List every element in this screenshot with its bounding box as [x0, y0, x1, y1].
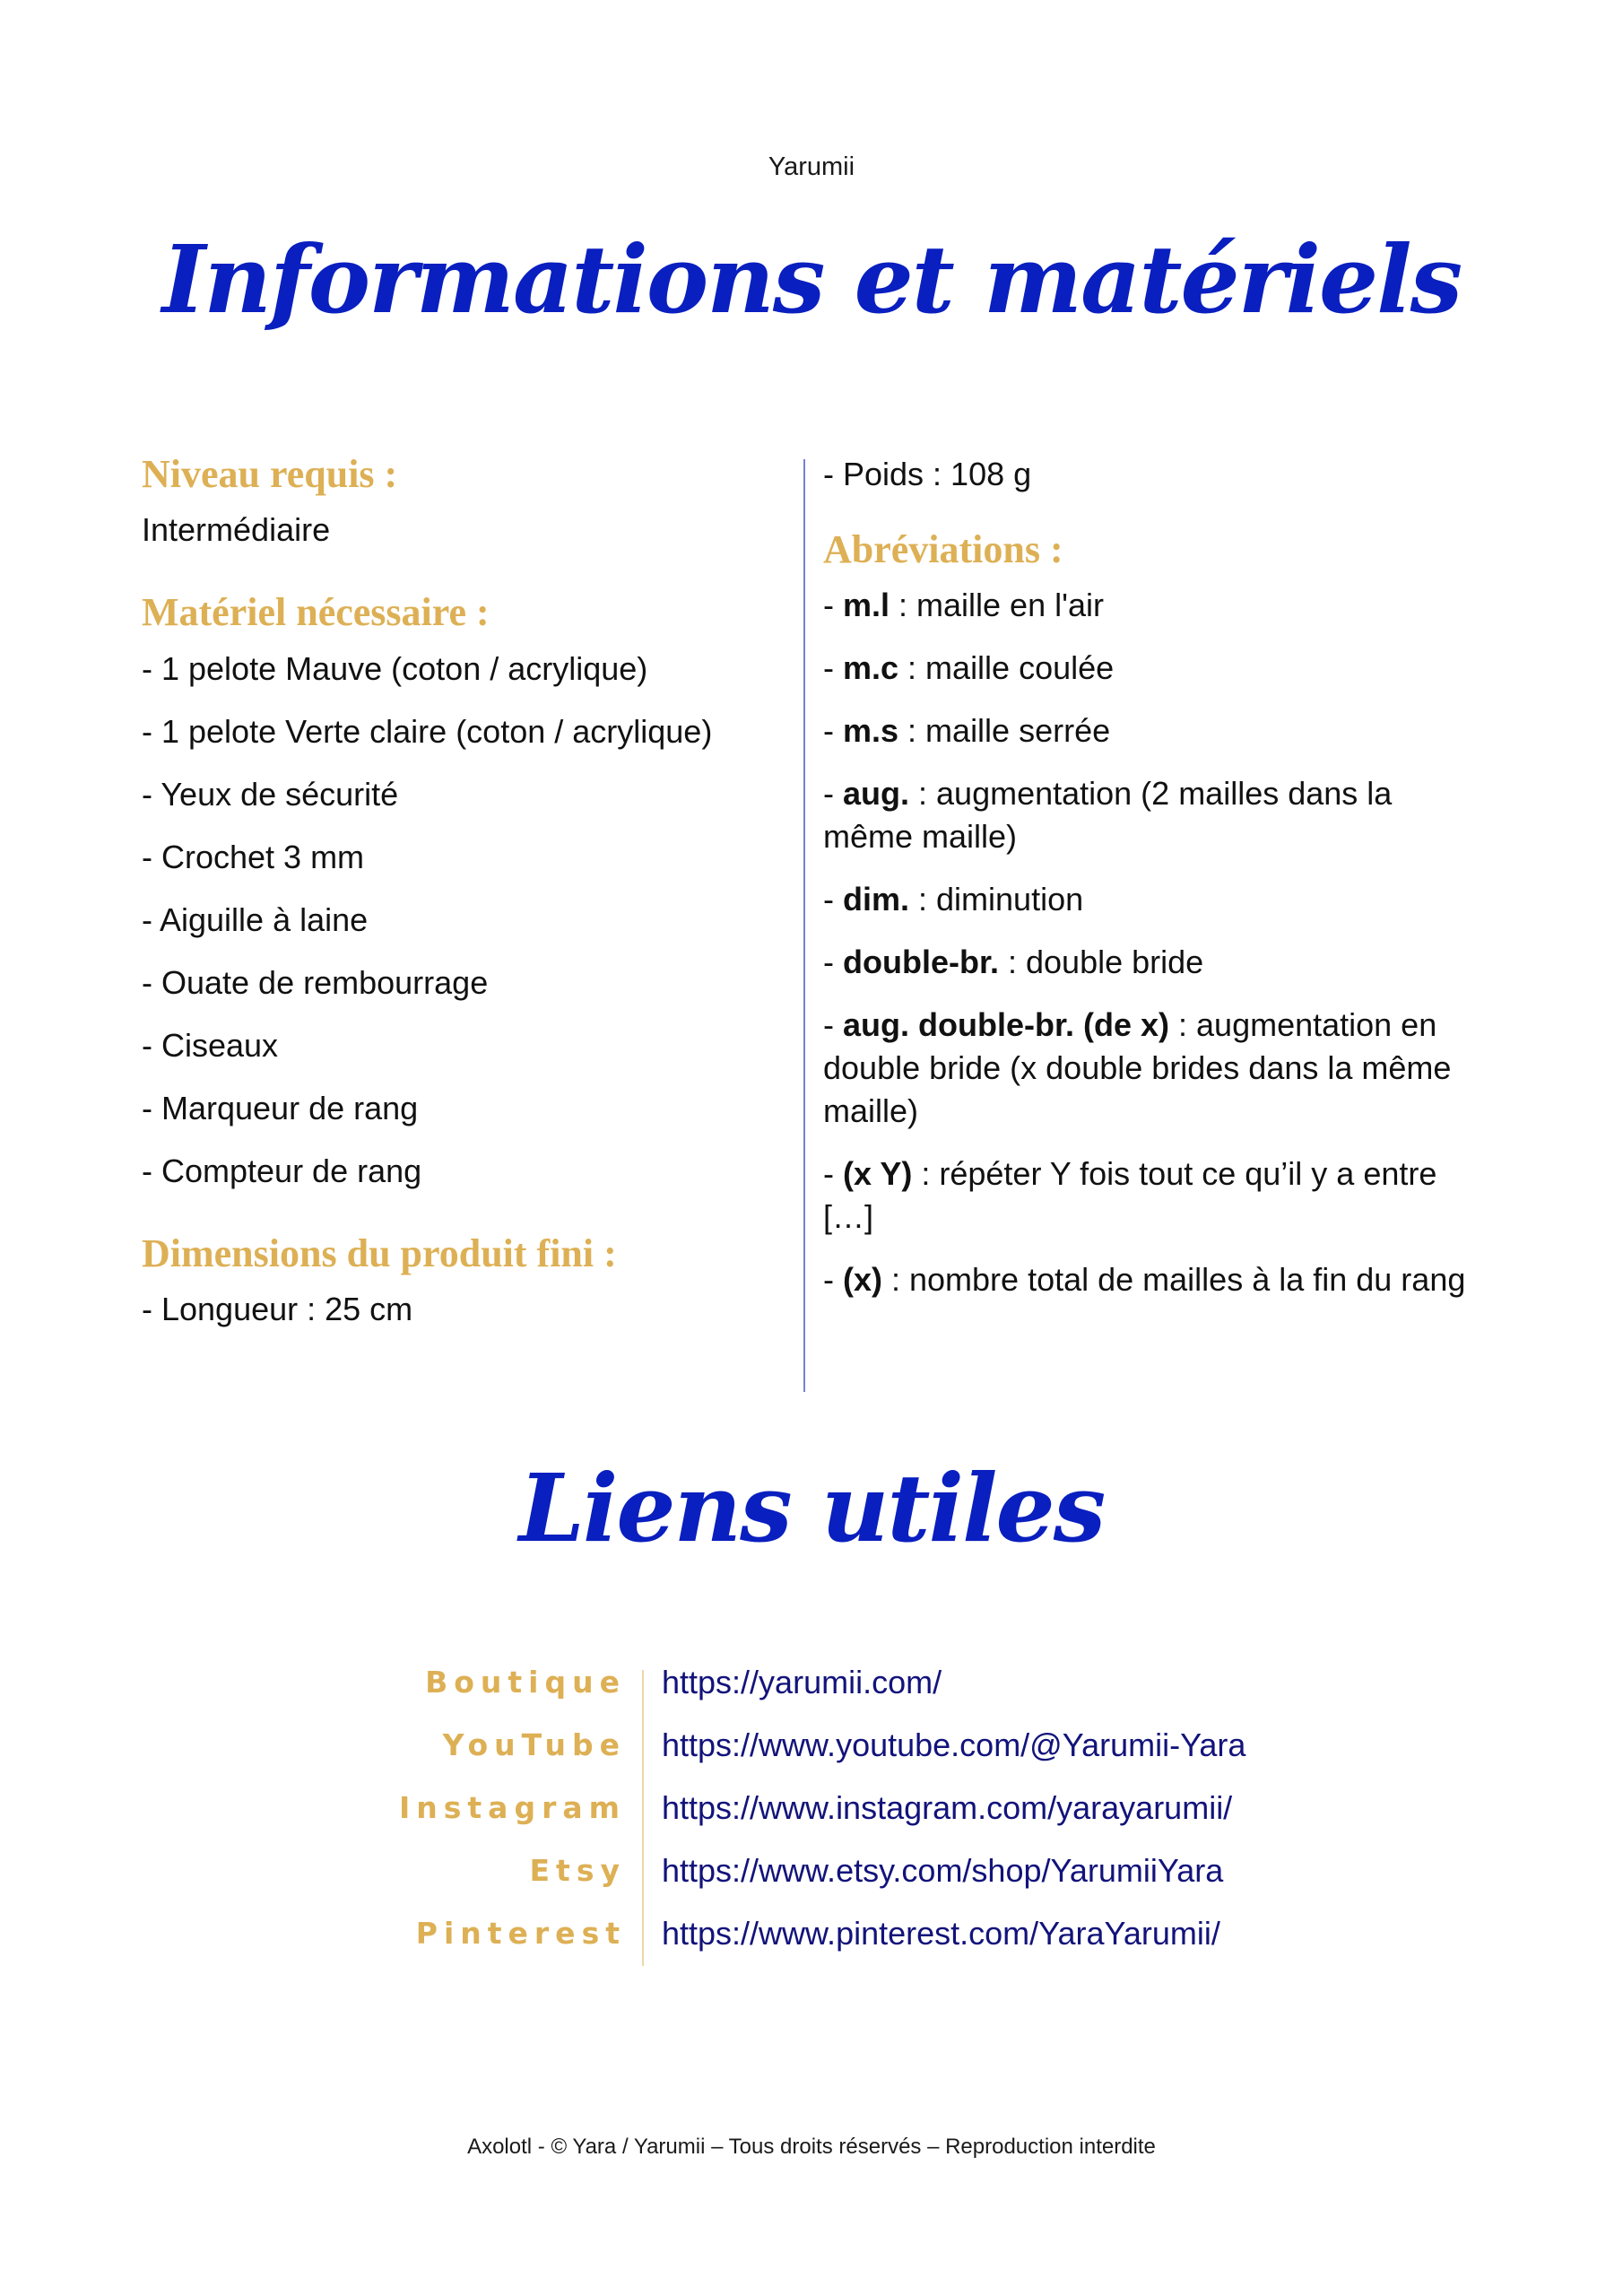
weight-value: - Poids : 108 g — [823, 456, 1032, 492]
pinterest-link[interactable]: https://www.pinterest.com/YaraYarumii/ — [662, 1915, 1220, 1952]
header-author: Yarumii — [768, 152, 855, 181]
dimensions-heading: Dimensions du produit fini : — [142, 1231, 617, 1275]
instagram-link[interactable]: https://www.instagram.com/yarayarumii/ — [662, 1789, 1233, 1826]
abbreviation-term: (x Y) — [843, 1155, 913, 1193]
abbreviation-term: m.s — [843, 712, 899, 750]
page-title: Informations et matériels — [161, 224, 1462, 335]
link-row-boutique — [0, 1661, 1623, 1724]
abbreviation-term: m.c — [843, 649, 899, 687]
column-divider — [803, 459, 805, 1392]
abbreviation-item: - aug. double-br. (de x) : augmentation en double bride (x double brides dans la même maille) — [823, 1006, 1452, 1130]
boutique-link[interactable]: https://yarumii.com/ — [662, 1664, 942, 1700]
abbreviation-item: - (x Y) : répéter Y fois tout ce qu’il y a entre […] — [823, 1155, 1437, 1236]
footer-copyright: Axolotl - © Yara / Yarumii – Tous droits réservés – Reproduction interdite — [467, 2135, 1156, 2159]
abbreviation-item: - dim. : diminution — [823, 881, 1084, 918]
material-item: - Ouate de rembourrage — [142, 963, 489, 1001]
abbreviation-item: - aug. : augmentation (2 mailles dans la même maille) — [823, 775, 1393, 856]
link-row-youtube — [0, 1724, 1623, 1787]
link-row-pinterest — [0, 1912, 1623, 1975]
abbreviation-item: - m.l : maille en l'air — [823, 587, 1104, 624]
material-item: - Crochet 3 mm — [142, 838, 365, 875]
material-item: - Aiguille à laine — [142, 900, 369, 938]
links-table — [0, 1661, 1623, 1975]
etsy-link[interactable]: https://www.etsy.com/shop/YarumiiYara — [662, 1852, 1224, 1889]
abbreviation-item: - m.c : maille coulée — [823, 649, 1115, 687]
abbreviation-term: aug. — [843, 775, 910, 813]
level-value: Intermédiaire — [142, 511, 331, 549]
material-item: - Yeux de sécurité — [142, 775, 399, 813]
abbreviation-term: double-br. — [843, 944, 999, 981]
material-item: - 1 pelote Mauve (coton / acrylique) — [142, 649, 648, 687]
left-column — [142, 453, 787, 1351]
link-label: Etsy — [529, 1853, 626, 1888]
material-item: - Ciseaux — [142, 1026, 279, 1064]
material-item: - 1 pelote Verte claire (coton / acrylique) — [142, 712, 713, 750]
abbreviation-item: - double-br. : double bride — [823, 944, 1204, 981]
abbreviation-item: - (x) : nombre total de mailles à la fin du rang — [823, 1261, 1466, 1299]
abbreviations-heading: Abréviations : — [823, 527, 1063, 571]
link-label: Instagram — [398, 1790, 626, 1825]
link-label: YouTube — [442, 1727, 626, 1762]
level-heading: Niveau requis : — [142, 452, 398, 496]
material-item: - Compteur de rang — [142, 1152, 422, 1189]
material-item: - Marqueur de rang — [142, 1089, 419, 1126]
link-row-etsy — [0, 1849, 1623, 1912]
link-label: Boutique — [425, 1665, 626, 1700]
link-row-instagram — [0, 1787, 1623, 1849]
link-label: Pinterest — [415, 1916, 626, 1951]
right-column — [823, 453, 1487, 1321]
links-title: Liens utiles — [518, 1453, 1105, 1563]
abbreviation-term: dim. — [843, 881, 910, 918]
abbreviation-item: - m.s : maille serrée — [823, 712, 1111, 750]
abbreviation-term: m.l — [843, 587, 890, 624]
abbreviation-term: aug. double-br. (de x) — [843, 1006, 1170, 1044]
youtube-link[interactable]: https://www.youtube.com/@Yarumii-Yara — [662, 1726, 1246, 1763]
materials-heading: Matériel nécessaire : — [142, 590, 490, 635]
length-value: - Longueur : 25 cm — [142, 1291, 413, 1328]
abbreviation-term: (x) — [843, 1261, 882, 1299]
